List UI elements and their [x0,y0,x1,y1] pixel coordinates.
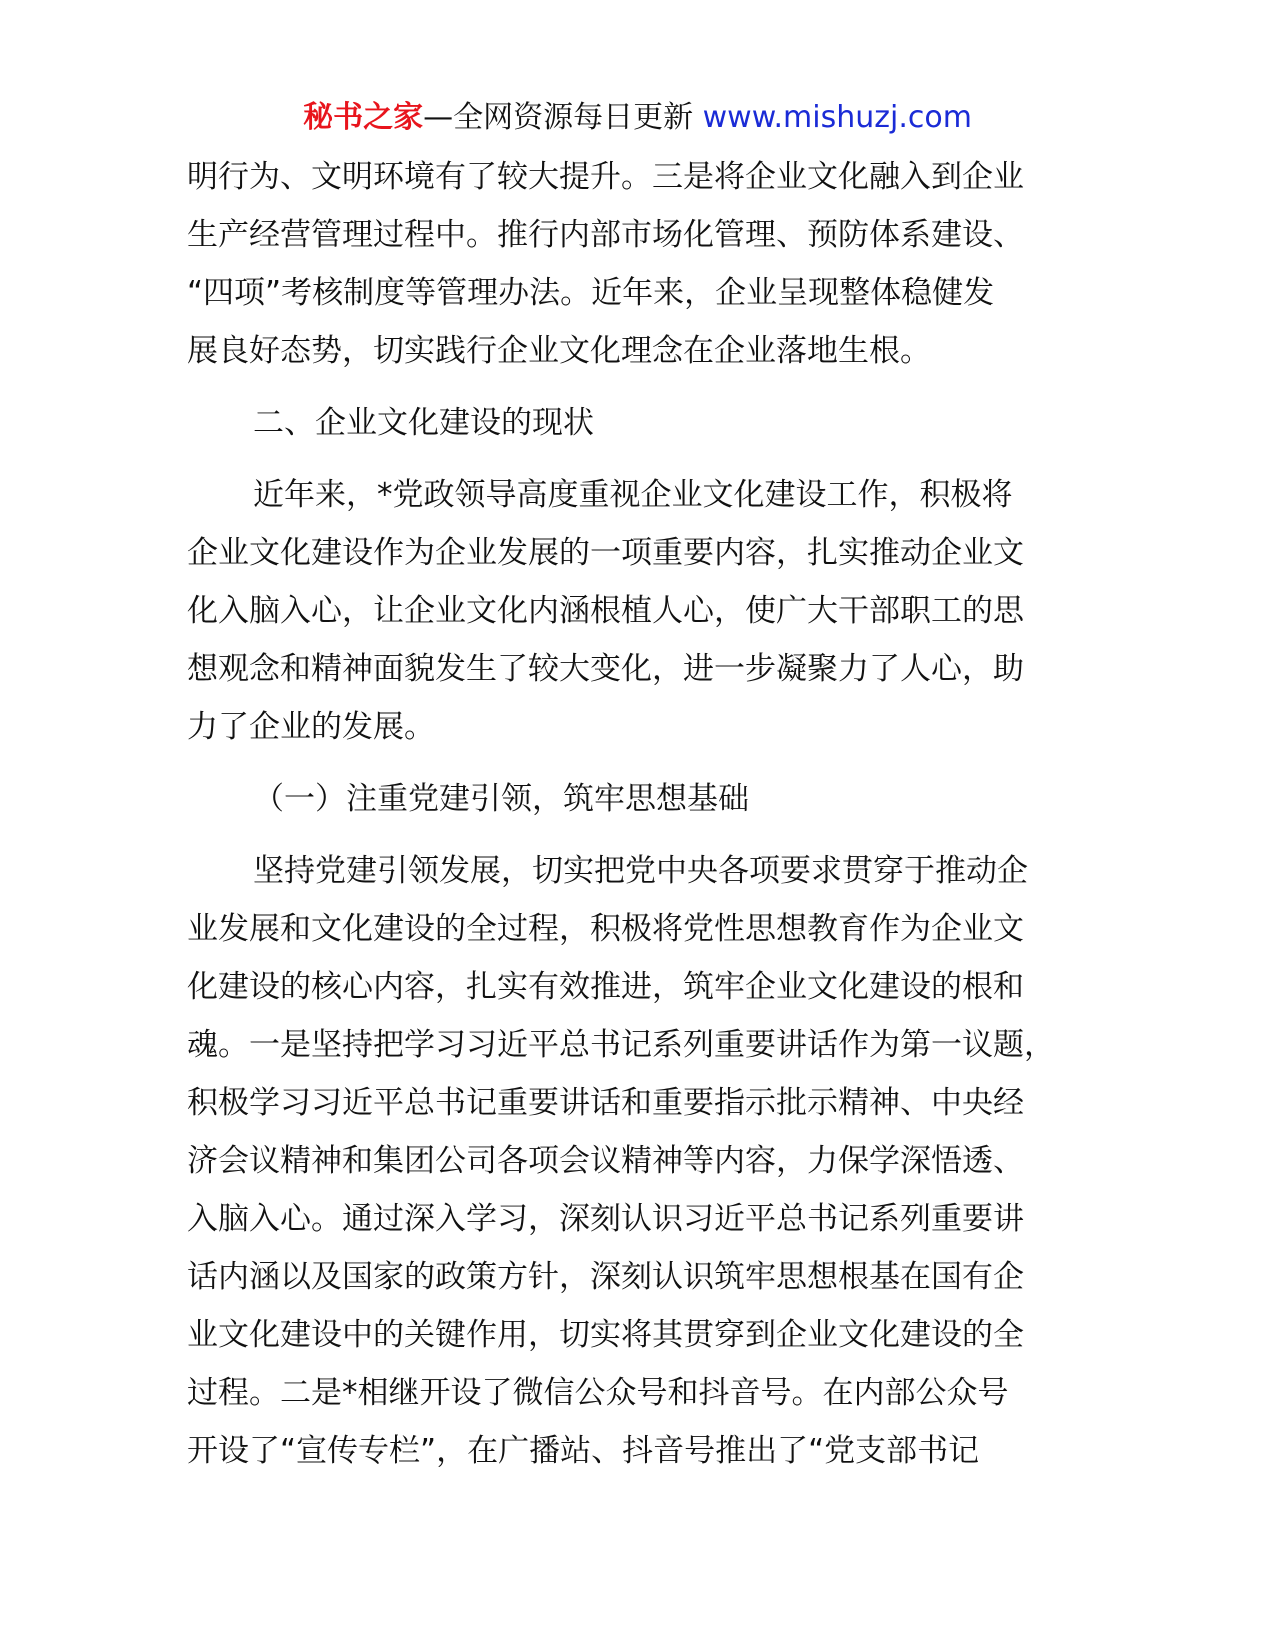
text-line: 化建设的核心内容，扎实有效推进，筑牢企业文化建设的根和 [187,969,1024,1005]
text-line: 话内涵以及国家的政策方针，深刻认识筑牢思想根基在国有企 [187,1259,1024,1295]
document-body [187,148,1117,1480]
paragraph [187,842,1117,1480]
text-line: 入脑入心。通过深入学习，深刻认识习近平总书记系列重要讲 [187,1201,1024,1237]
text-line: 开设了“宣传专栏”，在广播站、抖音号推出了“党支部书记 [187,1433,980,1469]
text-line: 展良好态势，切实践行企业文化理念在企业落地生根。 [187,333,931,369]
paragraph [187,466,1117,756]
text-line: 生产经营管理过程中。推行内部市场化管理、预防体系建设、 [187,217,1024,253]
text-line: 想观念和精神面貌发生了较大变化，进一步凝聚力了人心，助 [187,651,1024,687]
subsection-heading [187,770,1117,828]
text-line: 坚持党建引领发展，切实把党中央各项要求贯穿于推动企 [253,853,1028,889]
text-line: “四项”考核制度等管理办法。近年来，企业呈现整体稳健发 [187,275,995,311]
text-line: 企业文化建设作为企业发展的一项重要内容，扎实推动企业文 [187,535,1024,571]
page-header [0,96,1275,140]
text-line: 化入脑入心，让企业文化内涵根植人心，使广大干部职工的思 [187,593,1024,629]
text-line: 济会议精神和集团公司各项会议精神等内容，力保学深悟透、 [187,1143,1024,1179]
site-url-link[interactable]: www.mishuzj.com [702,100,972,135]
header-tagline: —全网资源每日更新 [423,100,694,135]
text-line: 近年来，*党政领导高度重视企业文化建设工作，积极将 [253,477,1013,513]
text-line: 积极学习习近平总书记重要讲话和重要指示批示精神、中央经 [187,1085,1024,1121]
text-line: 力了企业的发展。 [187,709,435,745]
paragraph [187,148,1117,380]
heading-line: （一）注重党建引领，筑牢思想基础 [253,781,749,817]
text-line: 业发展和文化建设的全过程，积极将党性思想教育作为企业文 [187,911,1024,947]
heading-line: 二、企业文化建设的现状 [253,405,594,441]
text-line: 过程。二是*相继开设了微信公众号和抖音号。在内部公众号 [187,1375,1009,1411]
brand-name: 秘书之家 [303,100,424,135]
text-line: 魂。一是坚持把学习习近平总书记系列重要讲话作为第一议题， [187,1027,1055,1063]
text-line: 业文化建设中的关键作用，切实将其贯穿到企业文化建设的全 [187,1317,1024,1353]
text-line: 明行为、文明环境有了较大提升。三是将企业文化融入到企业 [187,159,1024,195]
section-heading [187,394,1117,452]
